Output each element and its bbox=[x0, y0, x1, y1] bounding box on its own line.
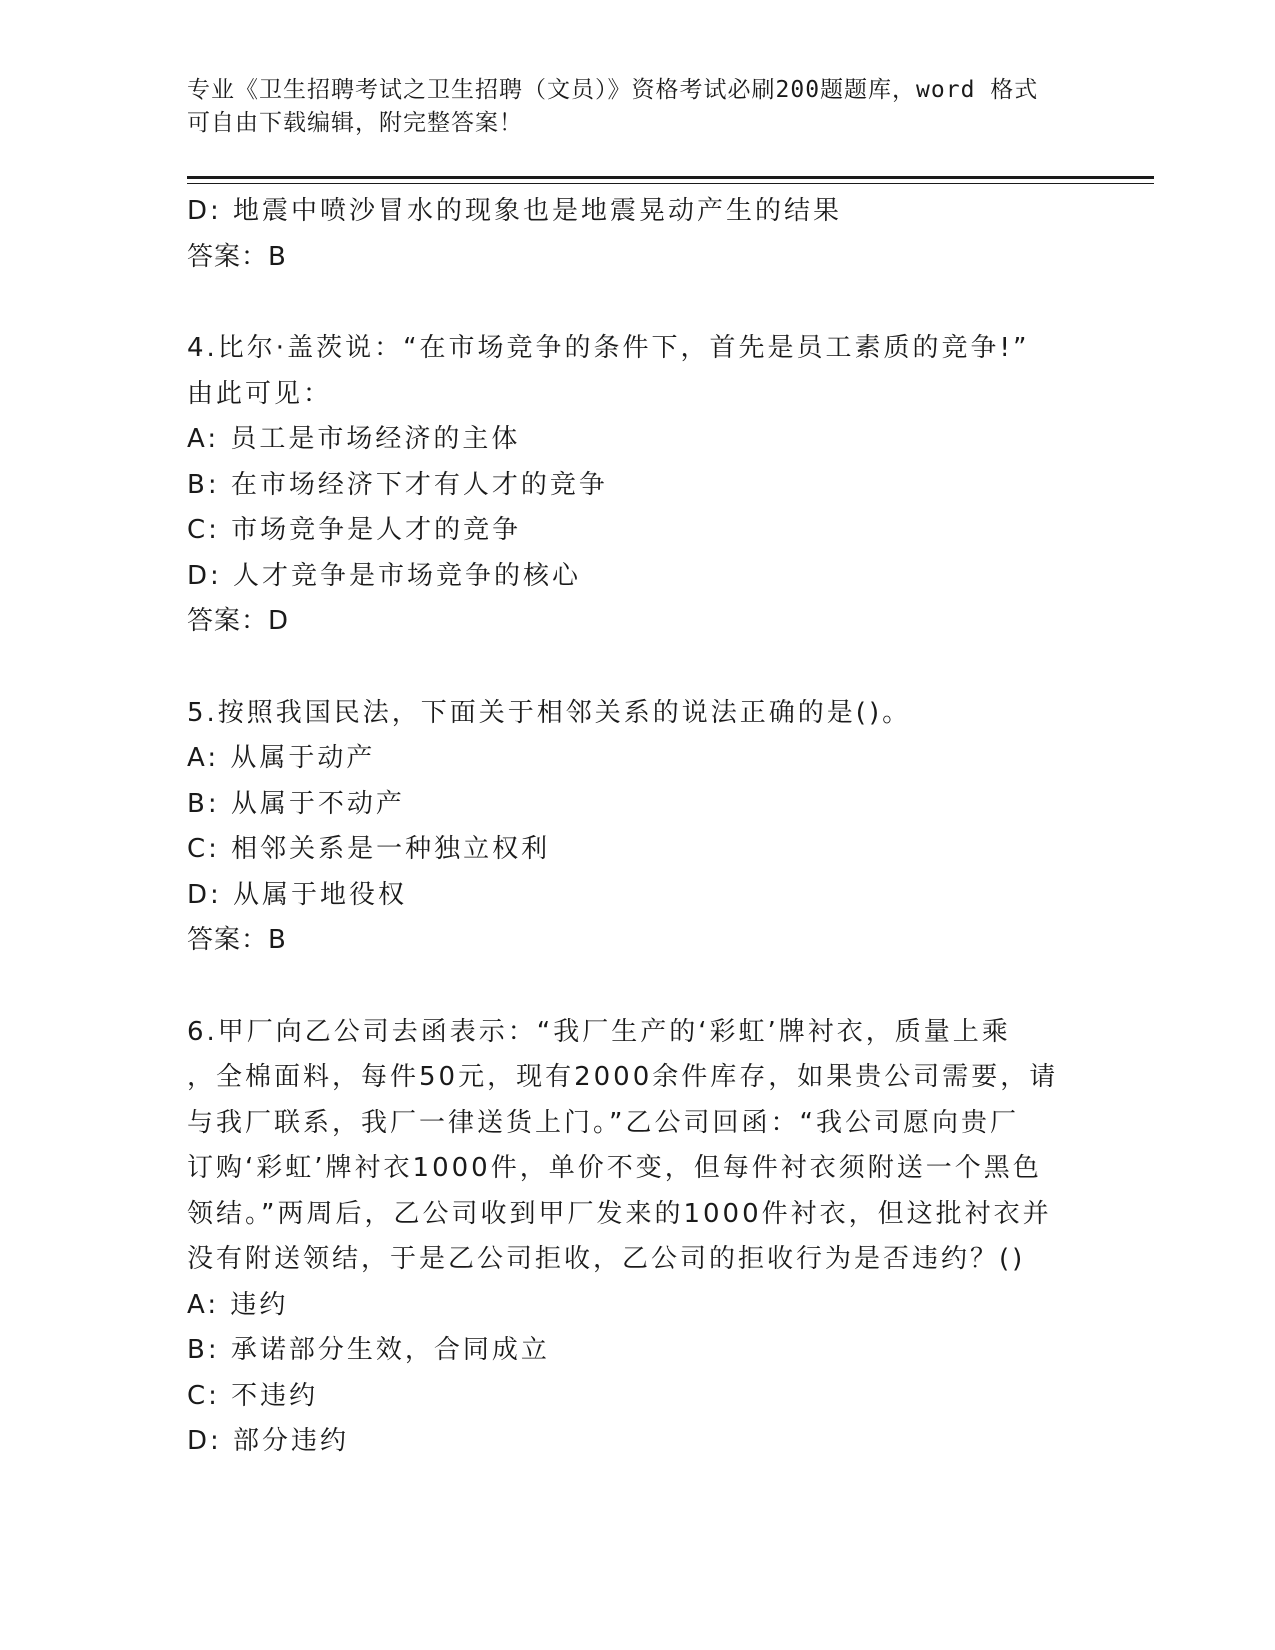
q4-option-b: B: 在市场经济下才有人才的竞争 bbox=[187, 469, 608, 500]
q5-option-c: C: 相邻关系是一种独立权利 bbox=[187, 834, 551, 864]
q5-option-a: A: 从属于动产 bbox=[187, 743, 376, 773]
header-rule-thick bbox=[187, 176, 1154, 179]
q5-option-d: D: 从属于地役权 bbox=[187, 879, 408, 910]
q4-answer: 答案：D bbox=[187, 606, 290, 636]
q4-option-c: C: 市场竞争是人才的竞争 bbox=[187, 515, 522, 545]
q6-option-b: B: 承诺部分生效，合同成立 bbox=[187, 1335, 550, 1365]
q5-stem-line: 5.按照我国民法，下面关于相邻关系的说法正确的是()。 bbox=[187, 697, 912, 728]
document-header bbox=[187, 74, 1087, 140]
q4-stem-line: 由此可见： bbox=[187, 378, 333, 409]
q6-stem-line: 与我厂联系，我厂一律送货上门。”乙公司回函：“我公司愿向贵厂 bbox=[187, 1107, 1019, 1138]
q6-stem-line: 领结。”两周后，乙公司收到甲厂发来的1000件衬衣，但这批衬衣并 bbox=[187, 1198, 1052, 1229]
question-content bbox=[187, 189, 1087, 1465]
question-6 bbox=[187, 1010, 1087, 1465]
spacer bbox=[187, 964, 1087, 1010]
question-4 bbox=[187, 326, 1087, 645]
q6-stem-line: 6.甲厂向乙公司去函表示：“我厂生产的‘彩虹’牌衬衣，质量上乘 bbox=[187, 1016, 1011, 1047]
header-rule-thin bbox=[187, 183, 1154, 184]
q5-answer: 答案：B bbox=[187, 925, 287, 955]
q6-option-c: C: 不违约 bbox=[187, 1380, 319, 1411]
header-line-2: 可自由下载编辑，附完整答案！ bbox=[187, 110, 523, 136]
q4-option-a: A: 员工是市场经济的主体 bbox=[187, 424, 521, 454]
q5-option-b: B: 从属于不动产 bbox=[187, 788, 405, 819]
question-5 bbox=[187, 691, 1087, 964]
q6-stem-line: 没有附送领结，于是乙公司拒收，乙公司的拒收行为是否违约？() bbox=[187, 1244, 1026, 1274]
question-3-tail bbox=[187, 189, 1087, 280]
q6-option-d: D: 部分违约 bbox=[187, 1426, 350, 1456]
q6-option-a: A: 违约 bbox=[187, 1289, 289, 1320]
spacer bbox=[187, 280, 1087, 326]
q4-option-d: D: 人才竞争是市场竞争的核心 bbox=[187, 560, 582, 591]
q3-answer: 答案：B bbox=[187, 241, 287, 272]
spacer bbox=[187, 645, 1087, 691]
header-line-1: 专业《卫生招聘考试之卫生招聘（文员）》资格考试必刷200题题库，word 格式 bbox=[187, 77, 1039, 103]
q6-stem-line: 订购‘彩虹’牌衬衣1000件，单价不变，但每件衬衣须附送一个黑色 bbox=[187, 1153, 1042, 1183]
q4-stem-line: 4.比尔·盖茨说：“在市场竞争的条件下，首先是员工素质的竞争!” bbox=[187, 333, 1030, 363]
q3-option-d: D: 地震中喷沙冒水的现象也是地震晃动产生的结果 bbox=[187, 196, 843, 226]
q6-stem-line: ，全棉面料，每件50元，现有2000余件库存，如果贵公司需要，请 bbox=[187, 1062, 1059, 1092]
